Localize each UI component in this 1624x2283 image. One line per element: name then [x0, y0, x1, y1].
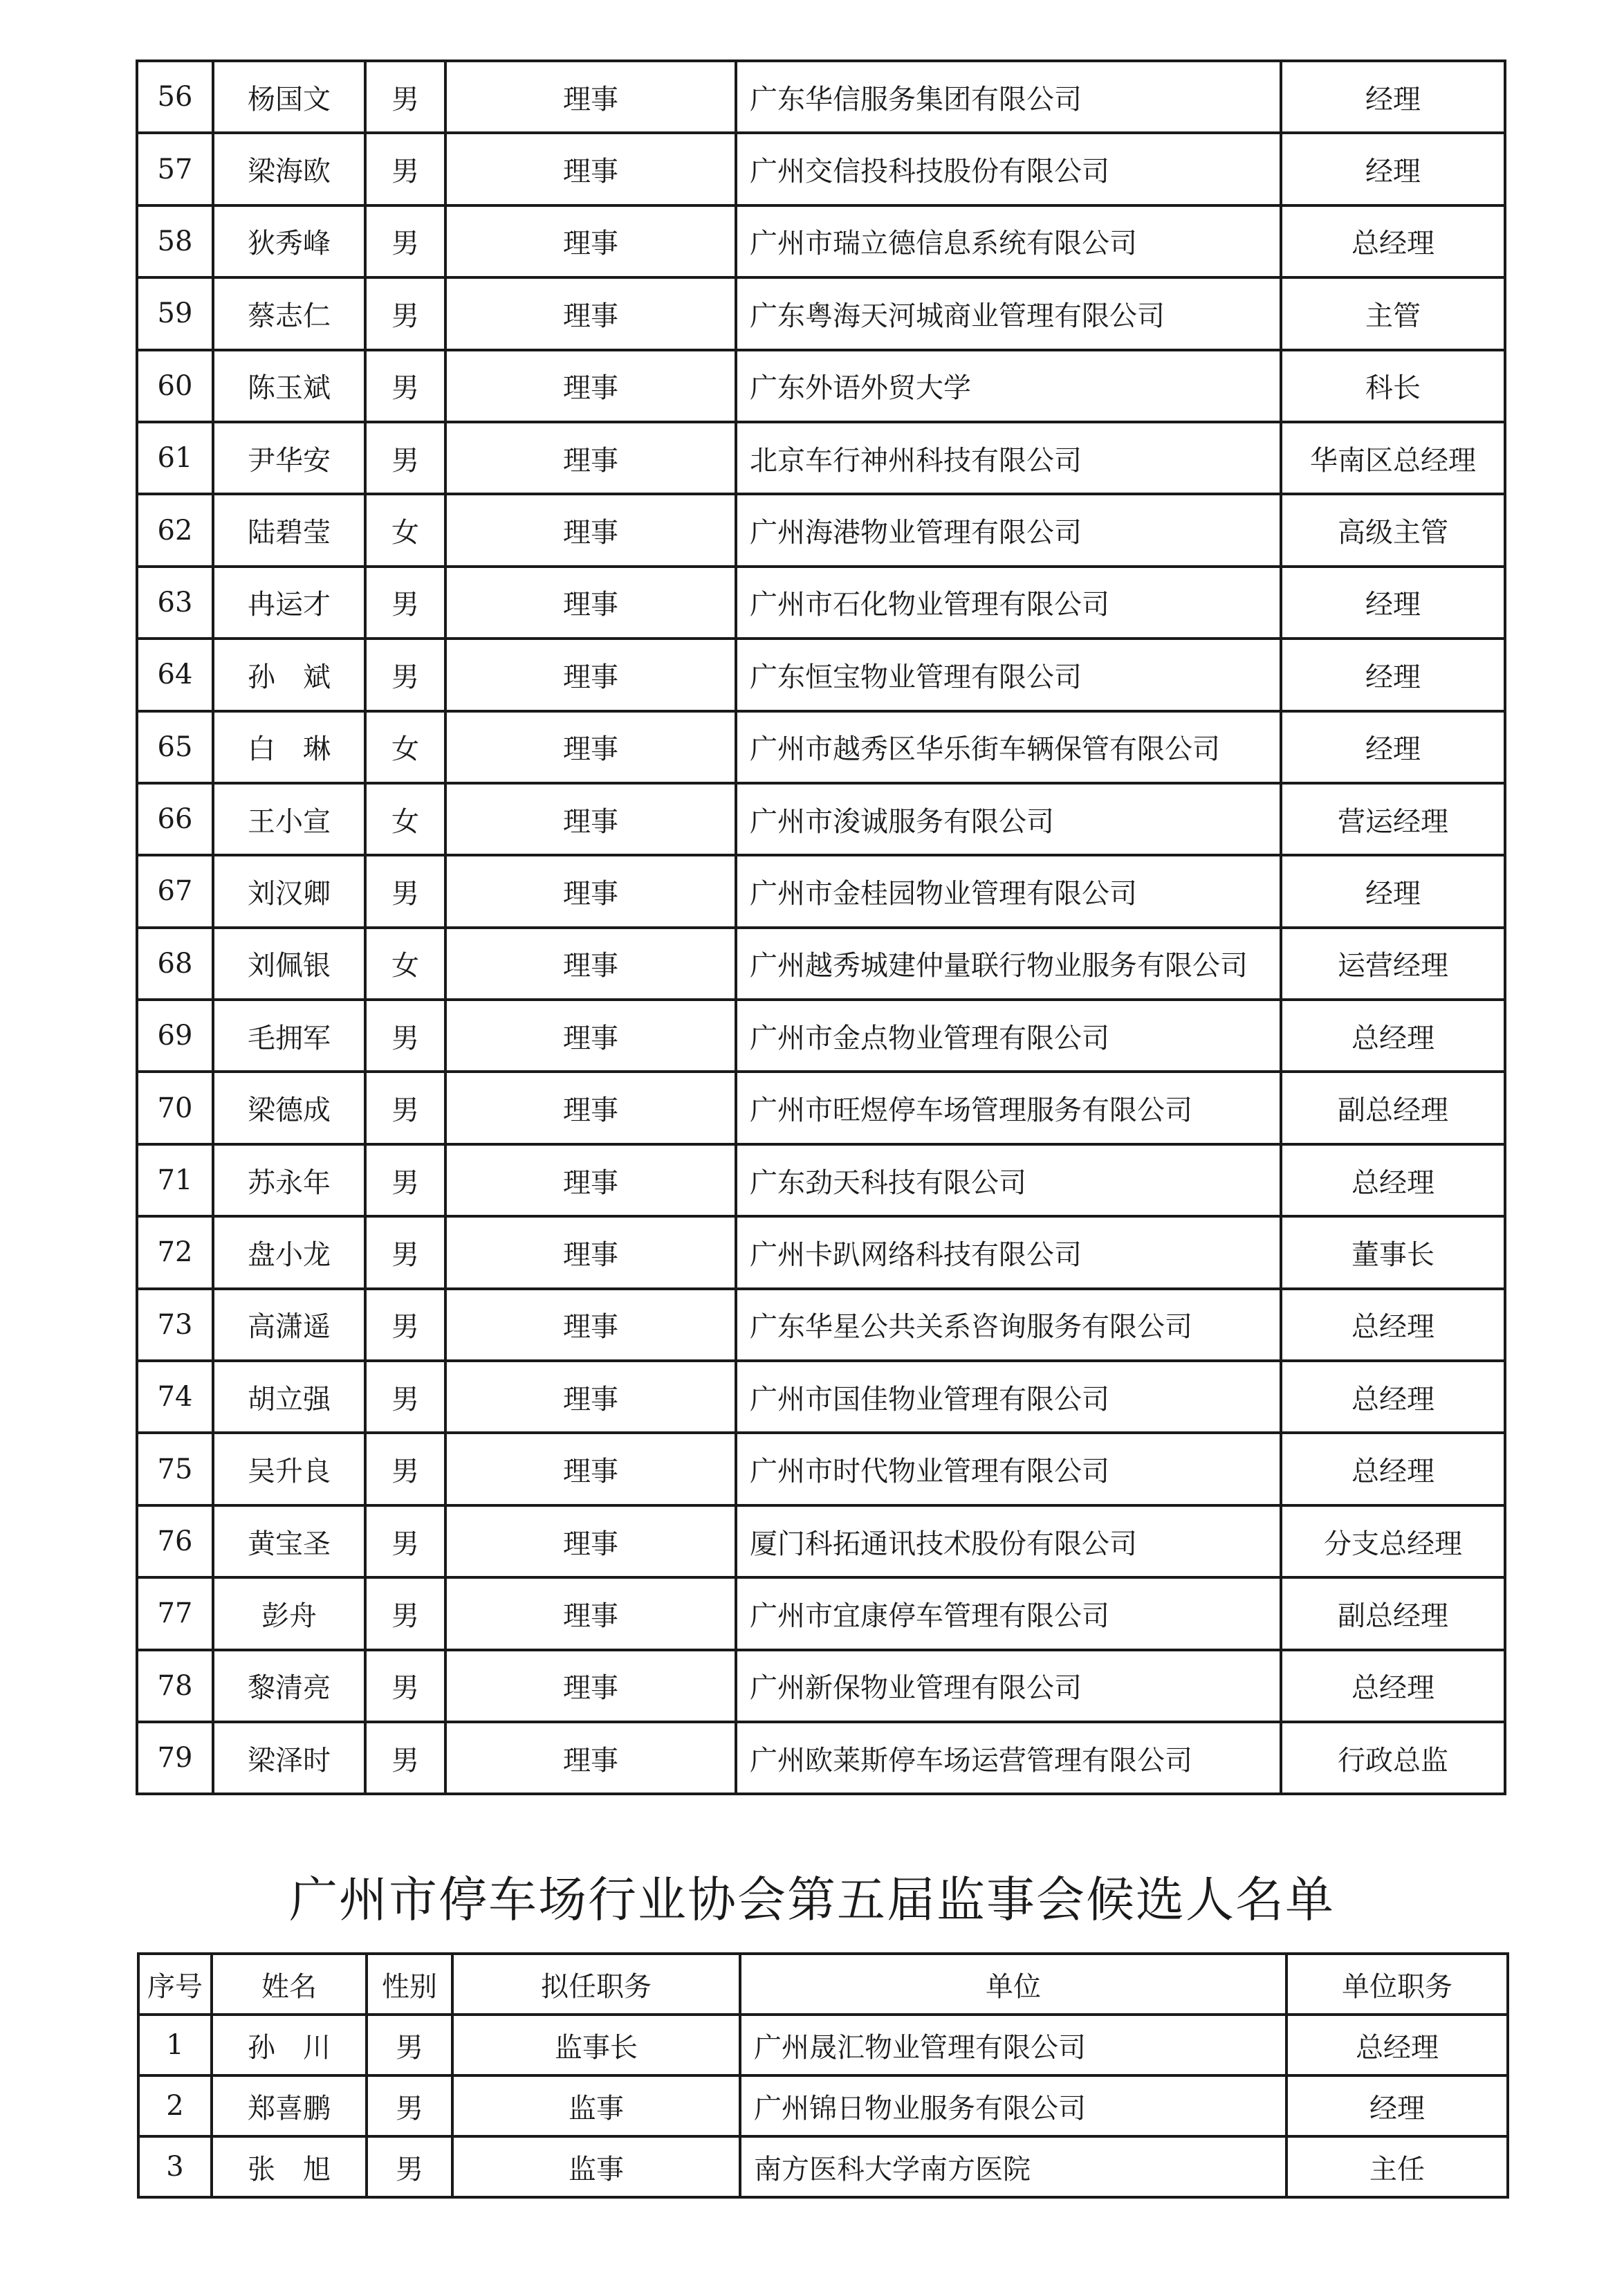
table-row — [138, 2075, 1508, 2136]
cell-position: 总经理 — [1286, 2015, 1508, 2075]
cell-no: 56 — [137, 61, 213, 133]
cell-gender: 男 — [365, 1650, 445, 1722]
table-row — [137, 783, 1505, 855]
cell-role: 理事 — [445, 1144, 736, 1216]
cell-position: 经理 — [1281, 567, 1505, 639]
cell-unit: 广东劲天科技有限公司 — [736, 1144, 1281, 1216]
table-row — [137, 1144, 1505, 1216]
cell-unit: 厦门科拓通讯技术股份有限公司 — [736, 1505, 1281, 1577]
cell-no: 62 — [137, 494, 213, 566]
cell-no: 79 — [137, 1722, 213, 1794]
table-row — [137, 1433, 1505, 1505]
cell-position: 运营经理 — [1281, 928, 1505, 1000]
cell-position: 经理 — [1281, 61, 1505, 133]
table-row — [137, 1722, 1505, 1794]
cell-no: 65 — [137, 711, 213, 783]
cell-role: 理事 — [445, 783, 736, 855]
cell-role: 理事 — [445, 1577, 736, 1649]
cell-gender: 男 — [365, 1722, 445, 1794]
cell-gender: 男 — [365, 567, 445, 639]
cell-name: 毛拥军 — [213, 1000, 365, 1072]
table-row — [137, 494, 1505, 566]
cell-no: 3 — [138, 2136, 212, 2197]
cell-name: 梁海欧 — [213, 133, 365, 205]
cell-position: 主任 — [1286, 2136, 1508, 2197]
cell-no: 66 — [137, 783, 213, 855]
table-row — [137, 928, 1505, 1000]
cell-role: 理事 — [445, 1000, 736, 1072]
cell-position: 总经理 — [1281, 1650, 1505, 1722]
table-row — [137, 422, 1505, 494]
cell-no: 64 — [137, 639, 213, 710]
cell-name: 刘佩银 — [213, 928, 365, 1000]
cell-position: 经理 — [1281, 639, 1505, 710]
cell-name: 孙 川 — [212, 2015, 367, 2075]
cell-name: 黄宝圣 — [213, 1505, 365, 1577]
cell-unit: 北京车行神州科技有限公司 — [736, 422, 1281, 494]
cell-role: 理事 — [445, 639, 736, 710]
cell-position: 行政总监 — [1281, 1722, 1505, 1794]
cell-position: 经理 — [1281, 855, 1505, 927]
cell-gender: 男 — [365, 1216, 445, 1288]
table-row — [137, 1216, 1505, 1288]
header-no: 序号 — [138, 1954, 212, 2015]
cell-position: 营运经理 — [1281, 783, 1505, 855]
header-role: 拟任职务 — [452, 1954, 740, 2015]
cell-no: 72 — [137, 1216, 213, 1288]
cell-unit: 广东华信服务集团有限公司 — [736, 61, 1281, 133]
cell-role: 理事 — [445, 1072, 736, 1144]
cell-name: 杨国文 — [213, 61, 365, 133]
cell-unit: 广州海港物业管理有限公司 — [736, 494, 1281, 566]
cell-name: 陈玉斌 — [213, 350, 365, 422]
cell-name: 盘小龙 — [213, 1216, 365, 1288]
cell-position: 副总经理 — [1281, 1577, 1505, 1649]
cell-role: 理事 — [445, 1505, 736, 1577]
cell-role: 理事 — [445, 350, 736, 422]
cell-position: 经理 — [1281, 711, 1505, 783]
cell-no: 70 — [137, 1072, 213, 1144]
cell-gender: 男 — [365, 277, 445, 349]
table-row — [137, 133, 1505, 205]
cell-no: 69 — [137, 1000, 213, 1072]
cell-name: 刘汉卿 — [213, 855, 365, 927]
cell-name: 梁德成 — [213, 1072, 365, 1144]
cell-no: 57 — [137, 133, 213, 205]
table-row — [138, 2015, 1508, 2075]
cell-unit: 广东粤海天河城商业管理有限公司 — [736, 277, 1281, 349]
cell-role: 监事 — [452, 2075, 740, 2136]
cell-unit: 广州市旺煜停车场管理服务有限公司 — [736, 1072, 1281, 1144]
cell-position: 高级主管 — [1281, 494, 1505, 566]
cell-no: 63 — [137, 567, 213, 639]
cell-position: 总经理 — [1281, 205, 1505, 277]
cell-unit: 广州卡趴网络科技有限公司 — [736, 1216, 1281, 1288]
cell-gender: 男 — [365, 422, 445, 494]
cell-gender: 男 — [365, 61, 445, 133]
cell-gender: 男 — [365, 639, 445, 710]
cell-role: 理事 — [445, 1289, 736, 1361]
table-row — [137, 855, 1505, 927]
cell-gender: 女 — [365, 928, 445, 1000]
table-row — [137, 567, 1505, 639]
table-header-row — [138, 1954, 1508, 2015]
cell-unit: 广东恒宝物业管理有限公司 — [736, 639, 1281, 710]
cell-gender: 男 — [365, 1072, 445, 1144]
cell-name: 王小宣 — [213, 783, 365, 855]
cell-gender: 女 — [365, 783, 445, 855]
cell-role: 理事 — [445, 711, 736, 783]
cell-position: 分支总经理 — [1281, 1505, 1505, 1577]
cell-role: 理事 — [445, 422, 736, 494]
cell-gender: 男 — [365, 350, 445, 422]
cell-unit: 广州市浚诚服务有限公司 — [736, 783, 1281, 855]
cell-role: 理事 — [445, 494, 736, 566]
cell-name: 胡立强 — [213, 1361, 365, 1433]
cell-role: 监事长 — [452, 2015, 740, 2075]
table-row — [137, 639, 1505, 710]
cell-position: 总经理 — [1281, 1000, 1505, 1072]
cell-no: 68 — [137, 928, 213, 1000]
cell-name: 高潇遥 — [213, 1289, 365, 1361]
cell-name: 苏永年 — [213, 1144, 365, 1216]
cell-unit: 广州市金点物业管理有限公司 — [736, 1000, 1281, 1072]
cell-role: 理事 — [445, 61, 736, 133]
cell-gender: 女 — [365, 711, 445, 783]
cell-no: 1 — [138, 2015, 212, 2075]
cell-position: 总经理 — [1281, 1361, 1505, 1433]
cell-no: 58 — [137, 205, 213, 277]
cell-position: 华南区总经理 — [1281, 422, 1505, 494]
cell-name: 狄秀峰 — [213, 205, 365, 277]
directors-table — [136, 59, 1506, 1795]
cell-unit: 广州市时代物业管理有限公司 — [736, 1433, 1281, 1505]
cell-gender: 男 — [365, 1577, 445, 1649]
cell-no: 75 — [137, 1433, 213, 1505]
cell-role: 监事 — [452, 2136, 740, 2197]
cell-role: 理事 — [445, 1650, 736, 1722]
cell-unit: 广州市宜康停车管理有限公司 — [736, 1577, 1281, 1649]
header-unit: 单位 — [740, 1954, 1286, 2015]
cell-position: 主管 — [1281, 277, 1505, 349]
cell-unit: 南方医科大学南方医院 — [740, 2136, 1286, 2197]
cell-position: 总经理 — [1281, 1433, 1505, 1505]
cell-role: 理事 — [445, 567, 736, 639]
cell-name: 郑喜鹏 — [212, 2075, 367, 2136]
cell-role: 理事 — [445, 1433, 736, 1505]
table-row — [137, 1289, 1505, 1361]
table-row — [137, 350, 1505, 422]
cell-role: 理事 — [445, 205, 736, 277]
cell-no: 60 — [137, 350, 213, 422]
table-row — [137, 277, 1505, 349]
cell-role: 理事 — [445, 133, 736, 205]
cell-unit: 广州市石化物业管理有限公司 — [736, 567, 1281, 639]
cell-no: 73 — [137, 1289, 213, 1361]
cell-name: 彭舟 — [213, 1577, 365, 1649]
table-row — [137, 1650, 1505, 1722]
cell-name: 蔡志仁 — [213, 277, 365, 349]
cell-no: 76 — [137, 1505, 213, 1577]
cell-gender: 男 — [367, 2075, 452, 2136]
cell-gender: 男 — [365, 1000, 445, 1072]
cell-no: 61 — [137, 422, 213, 494]
cell-position: 经理 — [1286, 2075, 1508, 2136]
cell-position: 科长 — [1281, 350, 1505, 422]
header-position: 单位职务 — [1286, 1954, 1508, 2015]
cell-no: 77 — [137, 1577, 213, 1649]
cell-name: 白 琳 — [213, 711, 365, 783]
cell-position: 副总经理 — [1281, 1072, 1505, 1144]
cell-unit: 广州市金桂园物业管理有限公司 — [736, 855, 1281, 927]
header-name: 姓名 — [212, 1954, 367, 2015]
cell-no: 74 — [137, 1361, 213, 1433]
cell-no: 59 — [137, 277, 213, 349]
cell-role: 理事 — [445, 1722, 736, 1794]
cell-role: 理事 — [445, 855, 736, 927]
cell-role: 理事 — [445, 277, 736, 349]
cell-name: 尹华安 — [213, 422, 365, 494]
cell-position: 总经理 — [1281, 1144, 1505, 1216]
cell-no: 67 — [137, 855, 213, 927]
cell-unit: 广州市国佳物业管理有限公司 — [736, 1361, 1281, 1433]
cell-no: 78 — [137, 1650, 213, 1722]
cell-name: 黎清亮 — [213, 1650, 365, 1722]
cell-gender: 男 — [365, 205, 445, 277]
cell-role: 理事 — [445, 1216, 736, 1288]
table-row — [137, 1505, 1505, 1577]
cell-unit: 广州市越秀区华乐街车辆保管有限公司 — [736, 711, 1281, 783]
cell-gender: 男 — [365, 1433, 445, 1505]
cell-unit: 广州锦日物业服务有限公司 — [740, 2075, 1286, 2136]
cell-name: 陆碧莹 — [213, 494, 365, 566]
cell-unit: 广州交信投科技股份有限公司 — [736, 133, 1281, 205]
header-gender: 性别 — [367, 1954, 452, 2015]
cell-position: 经理 — [1281, 133, 1505, 205]
supervisors-title: 广州市停车场行业协会第五届监事会候选人名单 — [289, 1871, 1335, 1928]
cell-unit: 广州新保物业管理有限公司 — [736, 1650, 1281, 1722]
cell-unit: 广州市瑞立德信息系统有限公司 — [736, 205, 1281, 277]
table-row — [138, 2136, 1508, 2197]
cell-name: 梁泽时 — [213, 1722, 365, 1794]
cell-name: 孙 斌 — [213, 639, 365, 710]
cell-no: 2 — [138, 2075, 212, 2136]
cell-unit: 广东外语外贸大学 — [736, 350, 1281, 422]
cell-unit: 广州越秀城建仲量联行物业服务有限公司 — [736, 928, 1281, 1000]
table-row — [137, 1361, 1505, 1433]
table-row — [137, 205, 1505, 277]
cell-name: 冉运才 — [213, 567, 365, 639]
cell-position: 董事长 — [1281, 1216, 1505, 1288]
supervisors-table — [137, 1952, 1509, 2199]
cell-name: 张 旭 — [212, 2136, 367, 2197]
cell-no: 71 — [137, 1144, 213, 1216]
cell-gender: 男 — [365, 133, 445, 205]
cell-gender: 男 — [367, 2015, 452, 2075]
cell-gender: 男 — [365, 1505, 445, 1577]
cell-gender: 男 — [365, 855, 445, 927]
cell-role: 理事 — [445, 1361, 736, 1433]
cell-gender: 女 — [365, 494, 445, 566]
cell-name: 吴升良 — [213, 1433, 365, 1505]
cell-gender: 男 — [365, 1289, 445, 1361]
cell-gender: 男 — [367, 2136, 452, 2197]
cell-gender: 男 — [365, 1361, 445, 1433]
cell-role: 理事 — [445, 928, 736, 1000]
table-row — [137, 1577, 1505, 1649]
cell-position: 总经理 — [1281, 1289, 1505, 1361]
table-row — [137, 1072, 1505, 1144]
cell-unit: 广州欧莱斯停车场运营管理有限公司 — [736, 1722, 1281, 1794]
cell-gender: 男 — [365, 1144, 445, 1216]
table-row — [137, 61, 1505, 133]
cell-unit: 广东华星公共关系咨询服务有限公司 — [736, 1289, 1281, 1361]
table-row — [137, 711, 1505, 783]
table-row — [137, 1000, 1505, 1072]
cell-unit: 广州晟汇物业管理有限公司 — [740, 2015, 1286, 2075]
